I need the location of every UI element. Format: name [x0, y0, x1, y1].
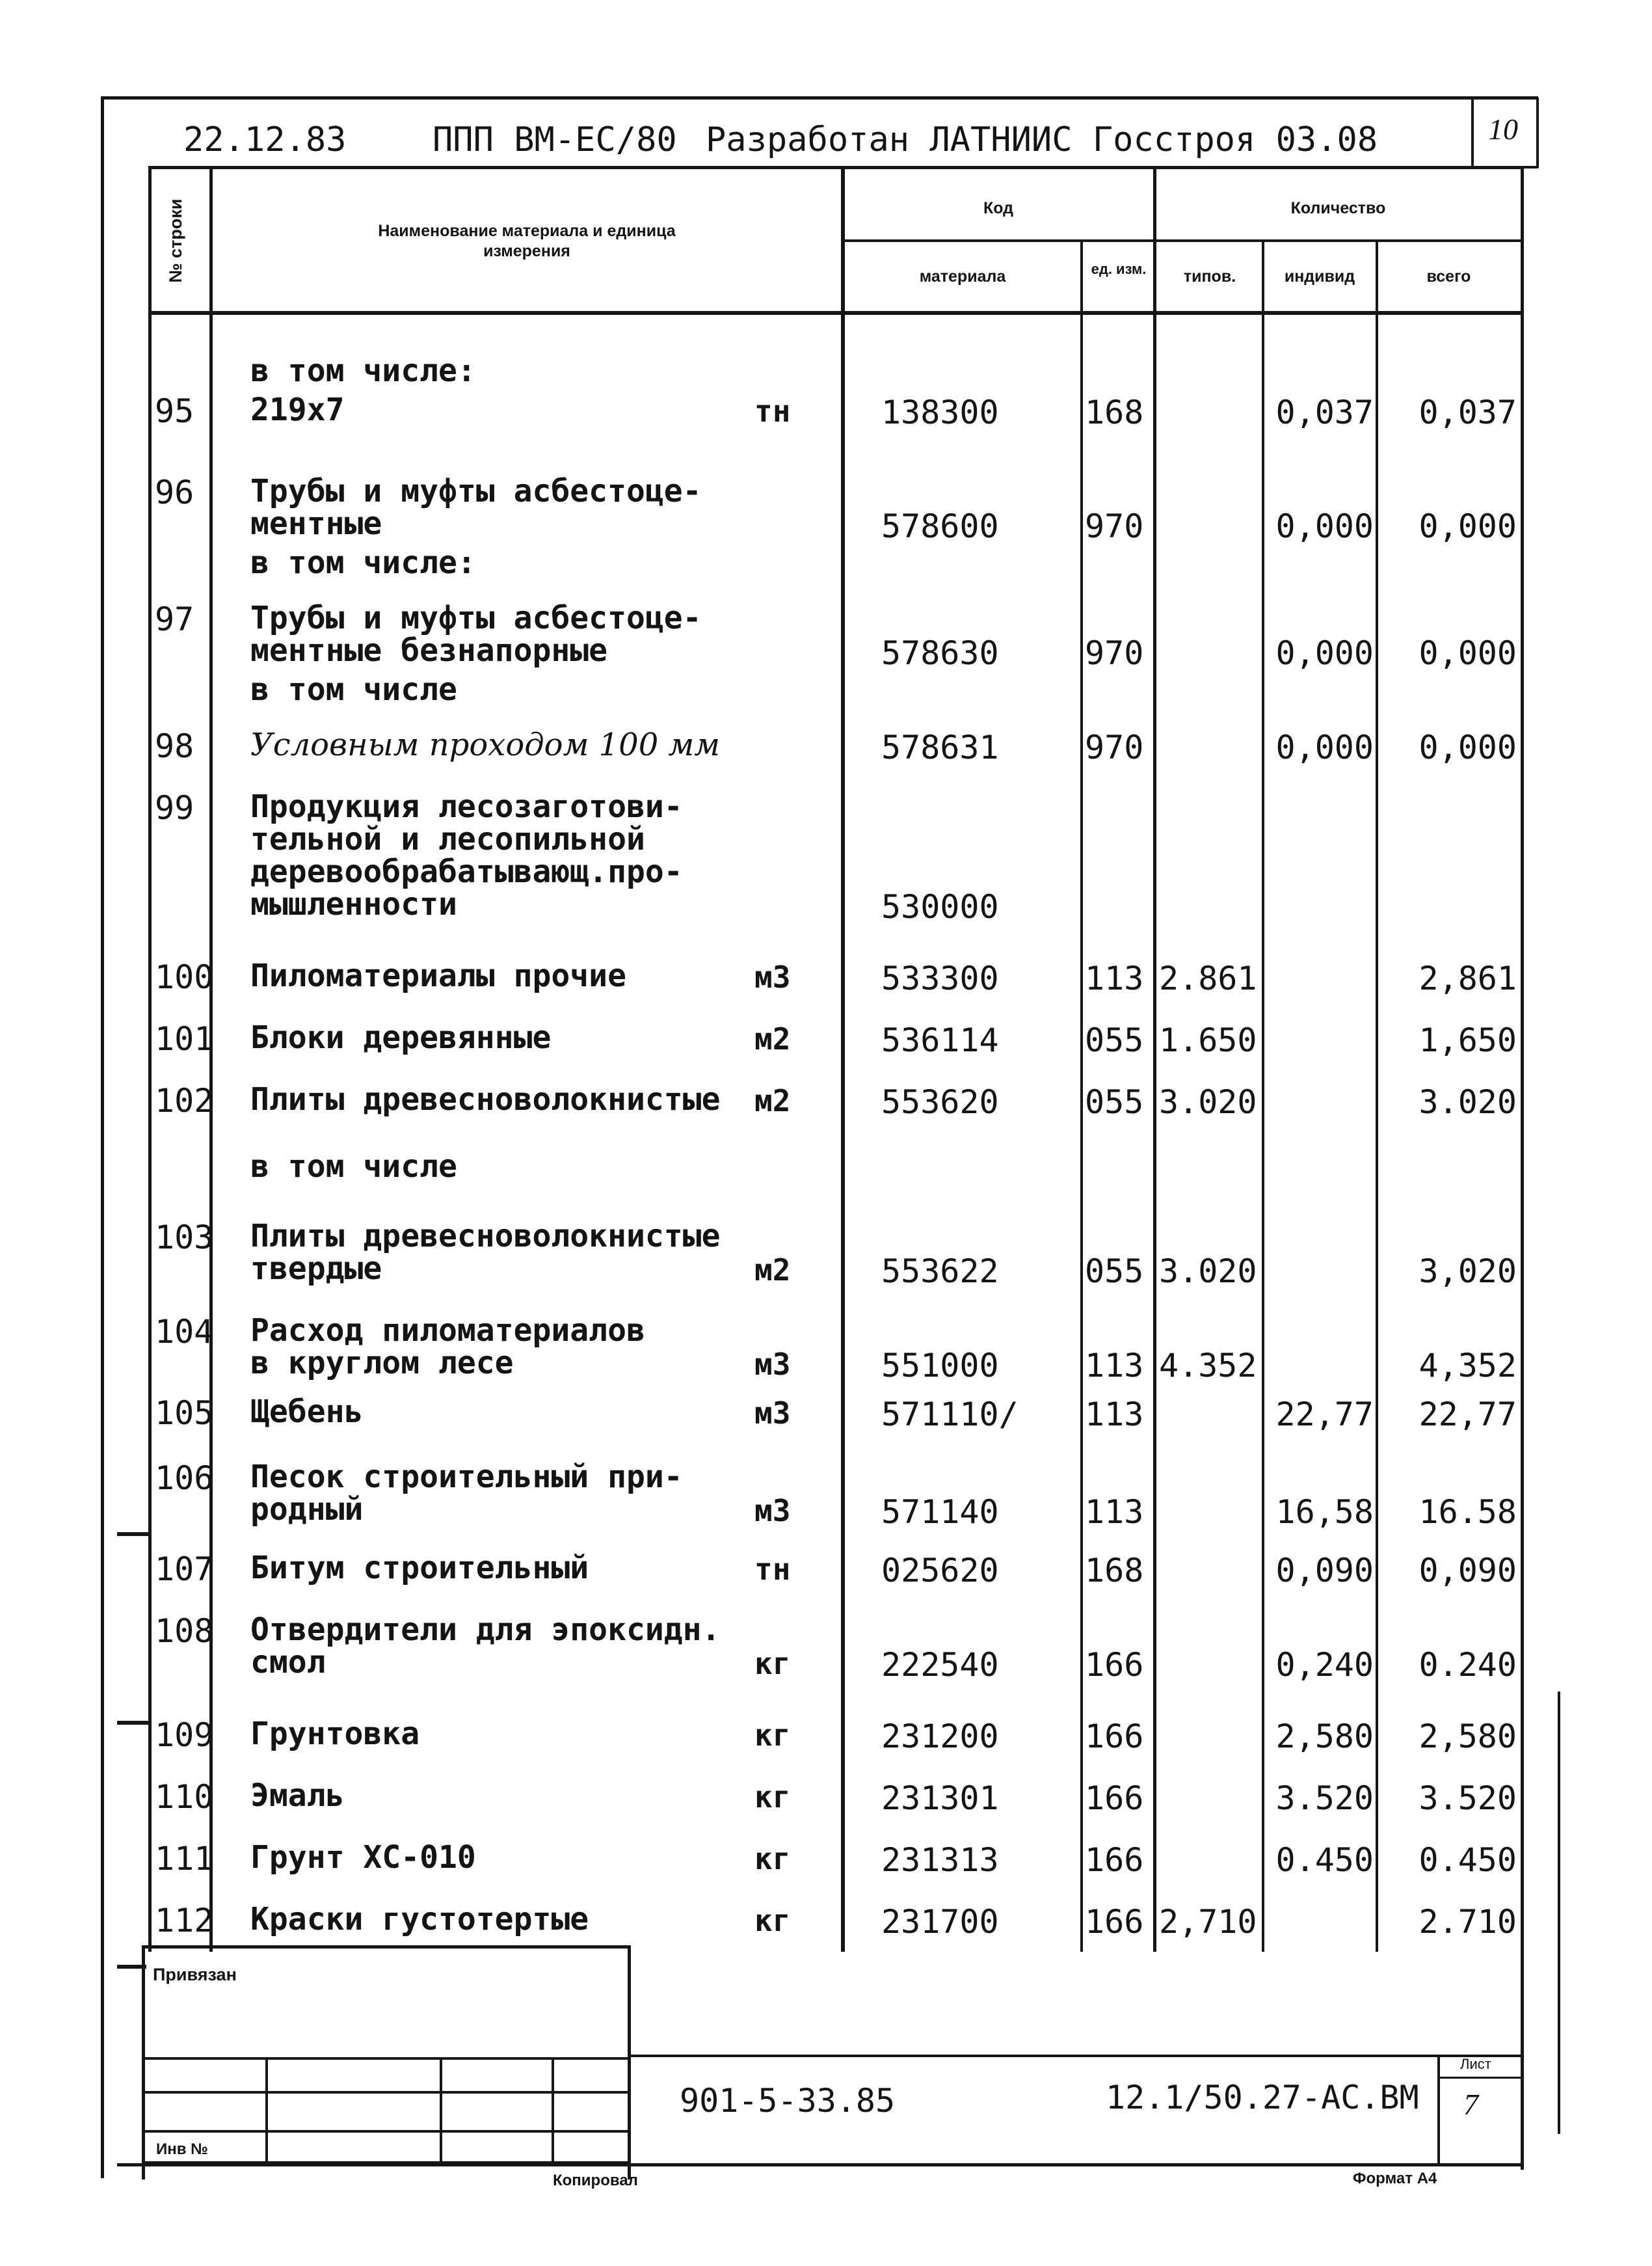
row-name-line: Краски густотертые	[250, 1901, 589, 1937]
row-name-line: в том числе	[250, 1148, 457, 1185]
row-unit-code: 113	[1085, 1396, 1144, 1433]
row-unit-code: 166	[1085, 1779, 1144, 1817]
row-material-code: 530000	[881, 888, 999, 926]
row-total: 2,580	[1419, 1718, 1517, 1755]
row-individual: 0,000	[1275, 729, 1374, 766]
col-line-4	[1080, 239, 1083, 1952]
col-line-1	[148, 166, 152, 1952]
col-line-3	[841, 166, 845, 1952]
frame-left-line	[101, 96, 104, 2178]
row-name-line: родный	[250, 1491, 364, 1528]
row-material-code: 578600	[881, 507, 999, 545]
head-name: Наименование материала и единица измерения	[378, 222, 676, 261]
row-unit: м3	[754, 1493, 791, 1528]
stamp-left-line	[142, 1945, 145, 2179]
row-unit-code: 168	[1085, 1552, 1144, 1589]
format-label: Формат А4	[1353, 2170, 1437, 2187]
row-individual: 2,580	[1275, 1718, 1374, 1755]
row-unit: м3	[754, 960, 791, 995]
row-unit-code: 166	[1085, 1841, 1144, 1879]
row-name-line: 219х7	[250, 392, 345, 428]
row-individual: 16,58	[1275, 1493, 1374, 1531]
row-name-line: Отвердители для эпоксидн.	[250, 1612, 721, 1648]
doc-code: 12.1/50.27-АС.ВМ	[1106, 2079, 1419, 2116]
row-total: 3.520	[1419, 1779, 1517, 1817]
stamp-vline-3	[552, 2057, 554, 2161]
stamp-vline-2	[440, 2057, 442, 2161]
row-total: 0,000	[1419, 507, 1517, 545]
row-unit: м3	[754, 1347, 791, 1382]
row-name-line: ментные безнапорные	[250, 632, 608, 669]
head-material: материала	[919, 267, 1006, 286]
head-unit: ед. изм.	[1091, 261, 1147, 277]
row-material-code: 025620	[881, 1552, 999, 1589]
row-name-line: в том числе:	[250, 353, 476, 389]
row-name-line: деревообрабатывающ.про-	[250, 854, 683, 890]
row-unit-code: 970	[1085, 634, 1144, 672]
row-total: 16.58	[1419, 1493, 1517, 1531]
header-date: 22.12.83	[183, 120, 347, 159]
row-typical: 3.020	[1159, 1083, 1257, 1121]
row-name-line: твердые	[250, 1250, 382, 1287]
row-total: 2.710	[1419, 1903, 1517, 1941]
row-name-line: тельной и лесопильной	[250, 821, 645, 857]
row-name-line: в круглом лесе	[250, 1345, 514, 1381]
row-name-line: в том числе:	[250, 545, 476, 581]
row-individual: 3.520	[1275, 1779, 1374, 1817]
row-unit-code: 166	[1085, 1646, 1144, 1684]
row-name-line: Щебень	[250, 1394, 364, 1430]
row-name-line: смол	[250, 1644, 326, 1680]
margin-tick-2	[117, 1721, 150, 1725]
head-row-no: № строки	[166, 198, 185, 283]
row-unit-code: 166	[1085, 1903, 1144, 1941]
sheet-label: Лист	[1460, 2056, 1491, 2072]
row-name-line: ментные	[250, 506, 382, 542]
row-unit: м2	[754, 1252, 791, 1288]
sheet-box-left	[1437, 2055, 1440, 2165]
col-line-2	[209, 166, 213, 1952]
table-top-line	[148, 166, 1522, 169]
page-mark-box-left	[1471, 98, 1474, 168]
row-total: 2,861	[1419, 960, 1517, 997]
row-name-line: Трубы и муфты асбестоце-	[250, 600, 702, 636]
header-page-mark: 10	[1488, 113, 1518, 146]
row-number: 108	[155, 1612, 214, 1650]
row-unit: кг	[754, 1903, 791, 1938]
row-name-line: в том числе	[250, 671, 457, 708]
row-name-line: Расход пиломатериалов	[250, 1312, 645, 1349]
row-number: 98	[155, 727, 194, 765]
row-unit: тн	[754, 1552, 791, 1587]
row-name-line: Битум строительный	[250, 1550, 589, 1586]
head-code-group: Код	[983, 199, 1014, 217]
row-unit-code: 166	[1085, 1718, 1144, 1755]
stamp-line-b	[142, 2091, 630, 2094]
row-unit-code: 970	[1085, 507, 1144, 545]
row-number: 95	[155, 392, 194, 430]
row-material-code: 231313	[881, 1841, 999, 1879]
row-name-line: Плиты древесноволокнистые	[250, 1081, 721, 1118]
margin-tick-1	[117, 1532, 150, 1536]
head-mid-code-line	[844, 239, 1522, 242]
col-line-5	[1153, 166, 1156, 1952]
row-name-line: Блоки деревянные	[250, 1019, 552, 1056]
row-number: 97	[155, 600, 194, 638]
row-number: 102	[155, 1082, 214, 1120]
row-unit: кг	[754, 1718, 791, 1753]
copied-label: Копировал	[553, 2172, 638, 2189]
row-material-code: 578630	[881, 634, 999, 672]
row-material-code: 222540	[881, 1646, 999, 1684]
row-unit: кг	[754, 1779, 791, 1814]
row-name-line: Грунтовка	[250, 1716, 420, 1752]
row-total: 0.240	[1419, 1646, 1517, 1684]
row-number: 104	[155, 1313, 214, 1351]
row-unit: тн	[754, 394, 791, 429]
row-total: 3,020	[1419, 1252, 1517, 1290]
row-unit: м2	[754, 1083, 791, 1118]
row-number: 111	[155, 1840, 214, 1878]
row-number: 112	[155, 1902, 214, 1939]
row-total: 0,037	[1419, 394, 1517, 431]
page-mark-box-right	[1536, 98, 1539, 168]
row-unit-code: 055	[1085, 1083, 1144, 1121]
row-material-code: 231301	[881, 1779, 999, 1817]
row-number: 110	[155, 1778, 214, 1816]
stamp-line-c	[142, 2130, 630, 2133]
row-name-line: Плиты древесноволокнистые	[250, 1218, 721, 1254]
sheet-box-mid	[1437, 2077, 1522, 2079]
stamp-vline-1	[265, 2057, 268, 2161]
row-unit: кг	[754, 1646, 791, 1681]
row-total: 3.020	[1419, 1083, 1517, 1121]
row-total: 1,650	[1419, 1021, 1517, 1059]
bottom-frame-line	[117, 2163, 1522, 2166]
row-unit-code: 113	[1085, 1347, 1144, 1384]
row-typical: 2,710	[1159, 1903, 1257, 1941]
row-total: 0,000	[1419, 634, 1517, 672]
row-individual: 0,240	[1275, 1646, 1374, 1684]
row-unit-code: 113	[1085, 1493, 1144, 1531]
row-material-code: 231700	[881, 1903, 999, 1941]
row-unit: м3	[754, 1396, 791, 1431]
row-typical: 4.352	[1159, 1347, 1257, 1384]
row-name-line: Пиломатериалы прочие	[250, 958, 626, 994]
row-number: 107	[155, 1550, 214, 1588]
header-developer: Разработан ЛАТНИИС Госстроя 03.08	[706, 120, 1378, 159]
row-typical: 2.861	[1159, 960, 1257, 997]
margin-tick-3	[117, 1965, 146, 1969]
frame-right-line	[1521, 166, 1524, 2170]
row-name-line: Продукция лесозаготови-	[250, 789, 683, 825]
row-number: 96	[155, 474, 194, 511]
bottom-doc-line	[628, 2055, 1522, 2057]
row-individual: 22,77	[1275, 1396, 1374, 1433]
row-total: 0,000	[1419, 729, 1517, 766]
row-unit-code: 055	[1085, 1021, 1144, 1059]
row-unit-code: 970	[1085, 729, 1144, 766]
row-individual: 0,037	[1275, 394, 1374, 431]
stamp-attached: Привязан	[153, 1965, 237, 1984]
stamp-inv-no: Инв №	[156, 2140, 208, 2158]
row-total: 22,77	[1419, 1396, 1517, 1433]
row-total: 0,090	[1419, 1552, 1517, 1589]
row-material-code: 231200	[881, 1718, 999, 1755]
row-name-line: Песок строительный при-	[250, 1459, 683, 1495]
row-material-code: 553622	[881, 1252, 999, 1290]
stamp-top-line	[142, 1945, 630, 1949]
row-name-line: мышленности	[250, 886, 457, 923]
doc-number: 901-5-33.85	[680, 2082, 896, 2120]
row-number: 101	[155, 1020, 214, 1058]
row-material-code: 533300	[881, 960, 999, 997]
row-individual: 0,090	[1275, 1552, 1374, 1589]
head-total: всего	[1426, 267, 1471, 286]
col-line-6	[1262, 239, 1264, 1952]
row-name-line: Грунт ХС-010	[250, 1839, 476, 1876]
row-total: 4,352	[1419, 1347, 1517, 1384]
head-qty-group: Количество	[1290, 199, 1386, 217]
row-number: 105	[155, 1394, 214, 1432]
row-material-code: 571110/	[881, 1396, 1019, 1433]
row-individual: 0,000	[1275, 634, 1374, 672]
row-individual: 0,000	[1275, 507, 1374, 545]
row-unit-code: 055	[1085, 1252, 1144, 1290]
row-total: 0.450	[1419, 1841, 1517, 1879]
row-typical: 3.020	[1159, 1252, 1257, 1290]
row-material-code: 571140	[881, 1493, 999, 1531]
col-line-7	[1376, 239, 1378, 1952]
row-material-code: 553620	[881, 1083, 999, 1121]
row-name-line: Условным проходом 100 мм	[250, 727, 721, 763]
header-code: ППП ВМ-ЕС/80	[433, 120, 677, 159]
stamp-line-a	[142, 2057, 630, 2060]
row-name-line: Эмаль	[250, 1777, 345, 1814]
frame-top-line	[101, 96, 1538, 100]
row-unit-code: 168	[1085, 394, 1144, 431]
margin-tick-right	[1558, 1692, 1560, 2134]
row-material-code: 551000	[881, 1347, 999, 1384]
row-material-code: 578631	[881, 729, 999, 766]
row-number: 103	[155, 1219, 214, 1256]
row-material-code: 536114	[881, 1021, 999, 1059]
row-unit: м2	[754, 1021, 791, 1057]
row-number: 99	[155, 789, 194, 827]
row-typical: 1.650	[1159, 1021, 1257, 1059]
stamp-right-line	[628, 1945, 631, 2179]
row-unit-code: 113	[1085, 960, 1144, 997]
row-number: 109	[155, 1716, 214, 1754]
row-material-code: 138300	[881, 394, 999, 431]
row-individual: 0.450	[1275, 1841, 1374, 1879]
table-head-bottom-line	[148, 311, 1522, 315]
row-number: 106	[155, 1459, 214, 1497]
head-typical: типов.	[1183, 267, 1236, 286]
row-unit: кг	[754, 1841, 791, 1876]
sheet-number: 7	[1463, 2088, 1478, 2121]
row-number: 100	[155, 958, 214, 996]
row-name-line: Трубы и муфты асбестоце-	[250, 473, 702, 509]
head-individual: индивид	[1284, 267, 1355, 286]
